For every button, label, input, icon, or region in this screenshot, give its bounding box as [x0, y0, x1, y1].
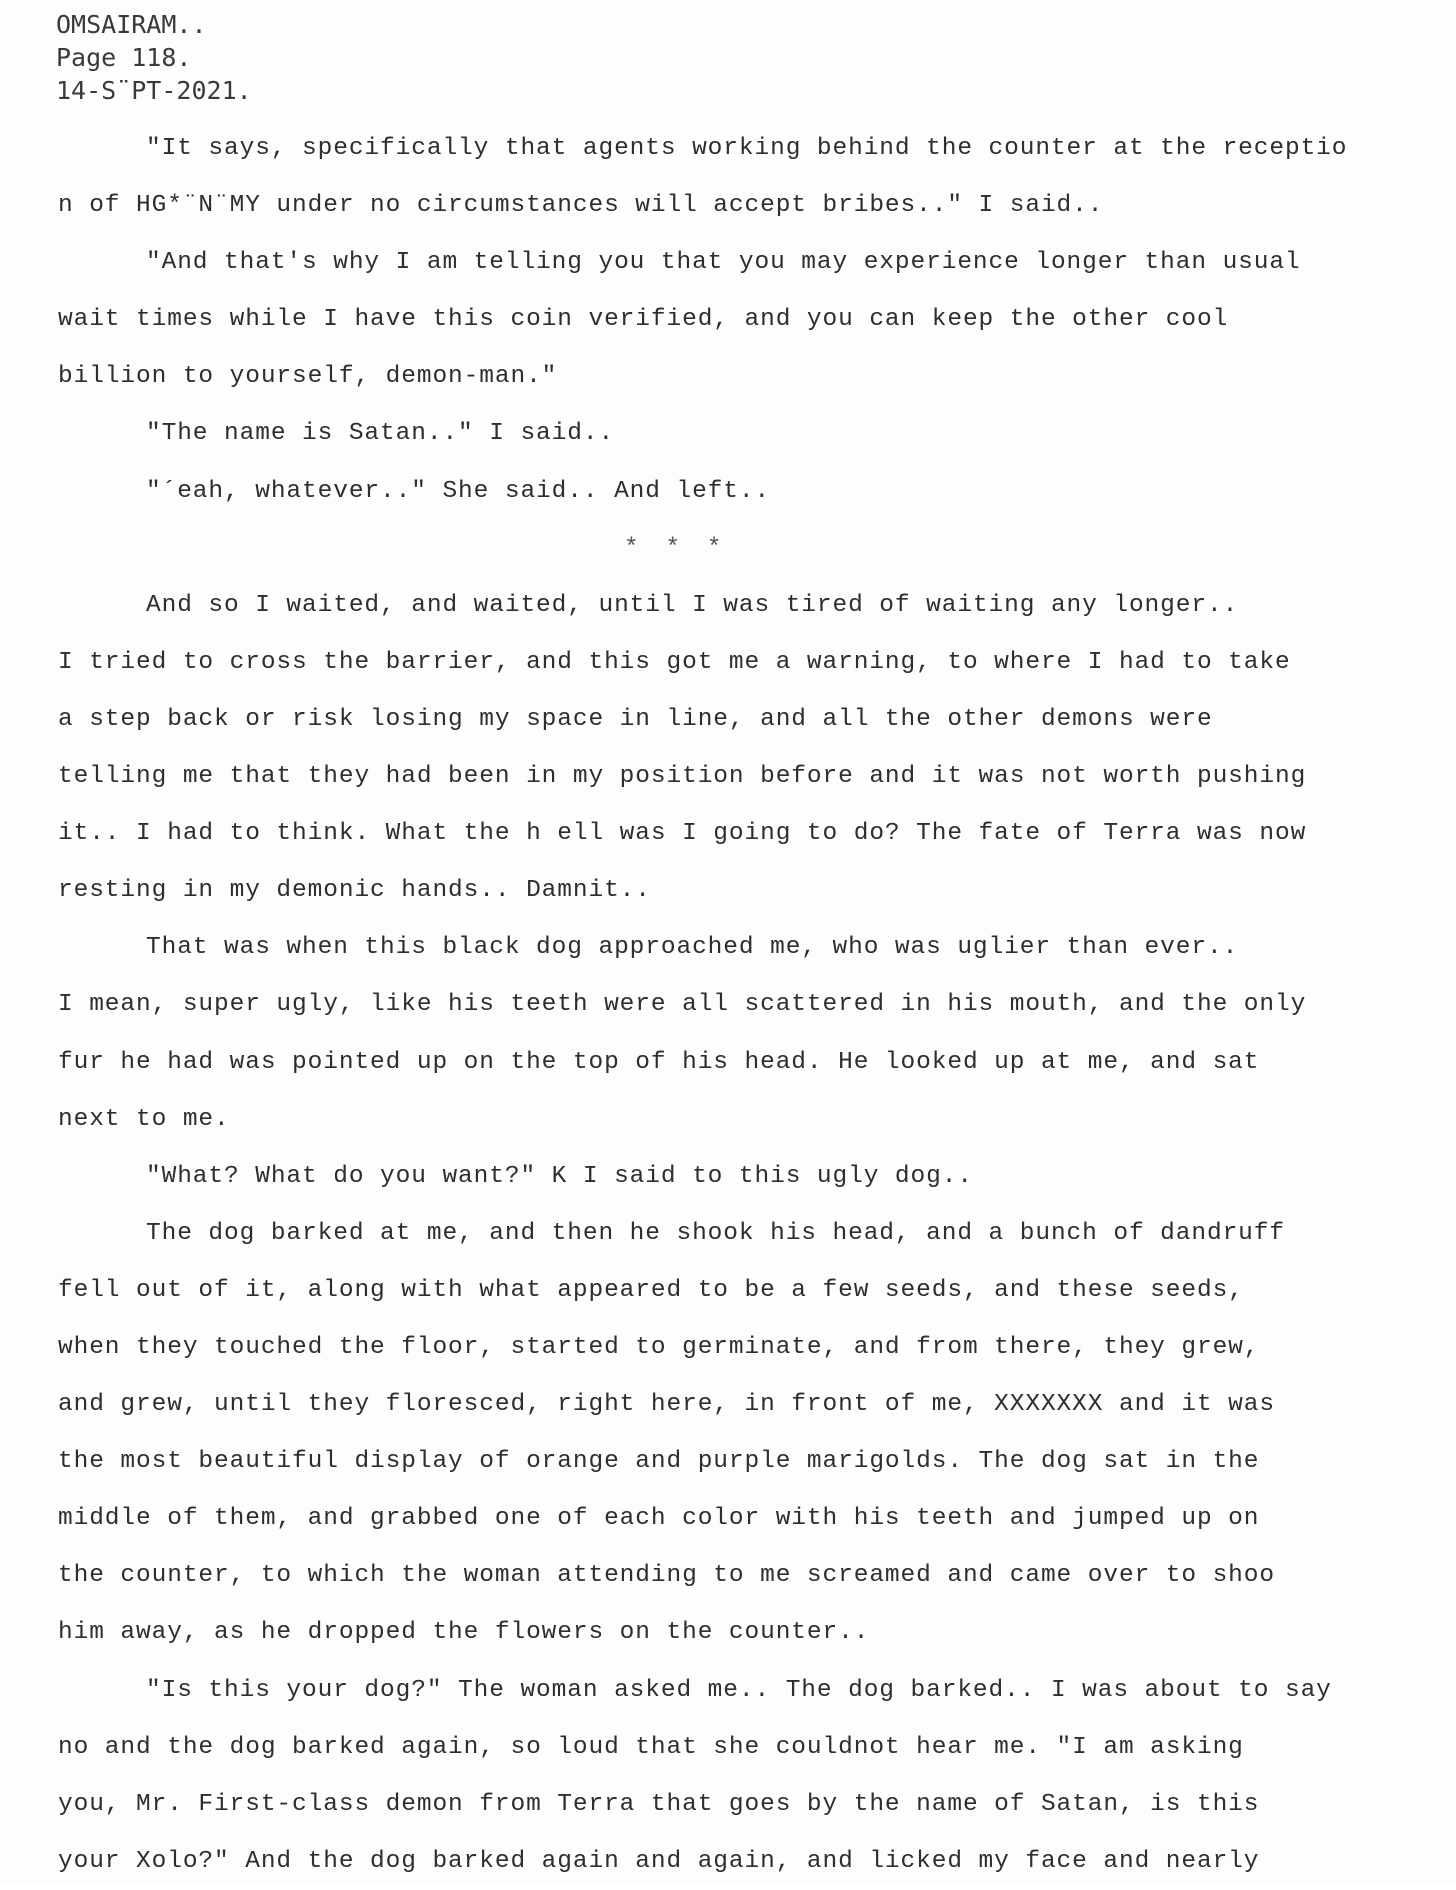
text-line: fell out of it, along with what appeared to be a few seeds, and these seeds, — [58, 1276, 1244, 1304]
page-date: 14-S¨PT-2021. — [56, 76, 252, 105]
page-number: Page 118. — [56, 43, 192, 72]
text-line: it.. I had to think. What the h ell was I going to do? The fate of Terra was now — [58, 820, 1307, 848]
text-line: That was when this black dog approached me, who was uglier than ever.. — [146, 934, 1239, 962]
text-line: "´eah, whatever.." She said.. And left.. — [146, 477, 771, 505]
section-separator: * * * — [624, 534, 728, 562]
text-line: no and the dog barked again, so loud that she couldnot hear me. "I am asking — [58, 1733, 1244, 1761]
text-line: "The name is Satan.." I said.. — [146, 420, 615, 448]
text-line: the counter, to which the woman attending to me screamed and came over to shoo — [58, 1562, 1275, 1590]
text-line: I tried to cross the barrier, and this got me a warning, to where I had to take — [58, 648, 1291, 676]
text-line: "Is this your dog?" The woman asked me.. The dog barked.. I was about to say — [146, 1676, 1332, 1704]
text-line: "It says, specifically that agents working behind the counter at the receptio — [146, 135, 1348, 162]
text-line: "And that's why I am telling you that you may experience longer than usual — [146, 249, 1301, 277]
text-line: middle of them, and grabbed one of each color with his teeth and jumped up on — [58, 1505, 1260, 1533]
text-line: a step back or risk losing my space in line, and all the other demons were — [58, 705, 1213, 733]
text-line: when they touched the floor, started to germinate, and from there, they grew, — [58, 1333, 1260, 1361]
text-line: I mean, super ugly, like his teeth were all scattered in his mouth, and the only — [58, 991, 1307, 1019]
text-line: The dog barked at me, and then he shook his head, and a bunch of dandruff — [146, 1219, 1285, 1247]
text-line: telling me that they had been in my position before and it was not worth pushing — [58, 763, 1307, 791]
text-line: And so I waited, and waited, until I was tired of waiting any longer.. — [146, 591, 1239, 619]
page-header — [56, 8, 252, 107]
text-line: you, Mr. First-class demon from Terra that goes by the name of Satan, is this — [58, 1790, 1260, 1818]
text-line: wait times while I have this coin verified, and you can keep the other cool — [58, 306, 1229, 334]
text-line: your Xolo?" And the dog barked again and again, and licked my face and nearly — [58, 1847, 1260, 1875]
manuscript-body — [58, 120, 1456, 1890]
text-line: and grew, until they floresced, right here, in front of me, XXXXXXX and it was — [58, 1391, 1275, 1419]
header-salutation: OMSAIRAM.. — [56, 10, 207, 39]
text-line: billion to yourself, demon-man." — [58, 363, 558, 391]
text-line: the most beautiful display of orange and purple marigolds. The dog sat in the — [58, 1448, 1260, 1476]
text-line: resting in my demonic hands.. Damnit.. — [58, 877, 651, 905]
text-line: fur he had was pointed up on the top of his head. He looked up at me, and sat — [58, 1048, 1260, 1076]
text-line: "What? What do you want?" K I said to this ugly dog.. — [146, 1162, 973, 1190]
text-line: him away, as he dropped the flowers on the counter.. — [58, 1619, 870, 1647]
text-line: n of HG*¨N¨MY under no circumstances will accept bribes.." I said.. — [58, 192, 1104, 220]
text-line: next to me. — [58, 1105, 230, 1133]
